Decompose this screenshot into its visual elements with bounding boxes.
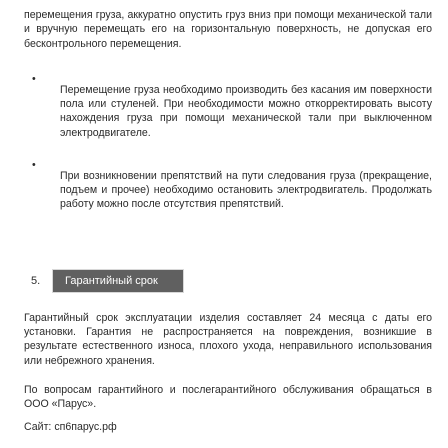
bullet-text: Перемещение груза необходимо производить без касания им поверхности пола или стуленей. При необходимости можно откорректировать высоту нахождения груза при помощи механической тали при выключенном электродвигателе. <box>60 83 432 139</box>
intro-paragraph: перемещения груза, аккуратно опустить груз вниз при помощи механической тали и вручную перемещать его на горизонтальную поверхность, не допуская его бесконтрольного перемещения. <box>24 9 432 50</box>
footer <box>24 420 117 434</box>
section-title: Гарантийный срок <box>65 275 158 287</box>
section-number: 5. <box>31 275 41 287</box>
bullet-item-1 <box>32 72 432 151</box>
bullet-text: При возникновении препятствий на пути следования груза (прекращение, подъем и прочее) необходимо остановить электродвигатель. Продолжать работу можно после отсутствия препятствий. <box>60 169 432 211</box>
bullet-item-2 <box>32 158 432 222</box>
footer-site: сп6парус.рф <box>54 421 117 433</box>
warranty-paragraph-1: Гарантийный срок эксплуатации изделия составляет 24 месяца с даты его установки. Гарантия не распространяется на повреждения, возникшие в результате естественного износа, плохого ухода, неправильного использования или небрежного хранения. <box>24 311 432 367</box>
bullet-mark: • <box>32 159 36 171</box>
section-heading <box>31 269 184 293</box>
warranty-paragraph-2: По вопросам гарантийного и послегарантийного обслуживания обращаться в ООО «Парус». <box>24 383 432 410</box>
bullet-mark: • <box>32 73 36 85</box>
intro-paragraph-block <box>24 8 432 51</box>
footer-label: Сайт: <box>24 421 52 433</box>
